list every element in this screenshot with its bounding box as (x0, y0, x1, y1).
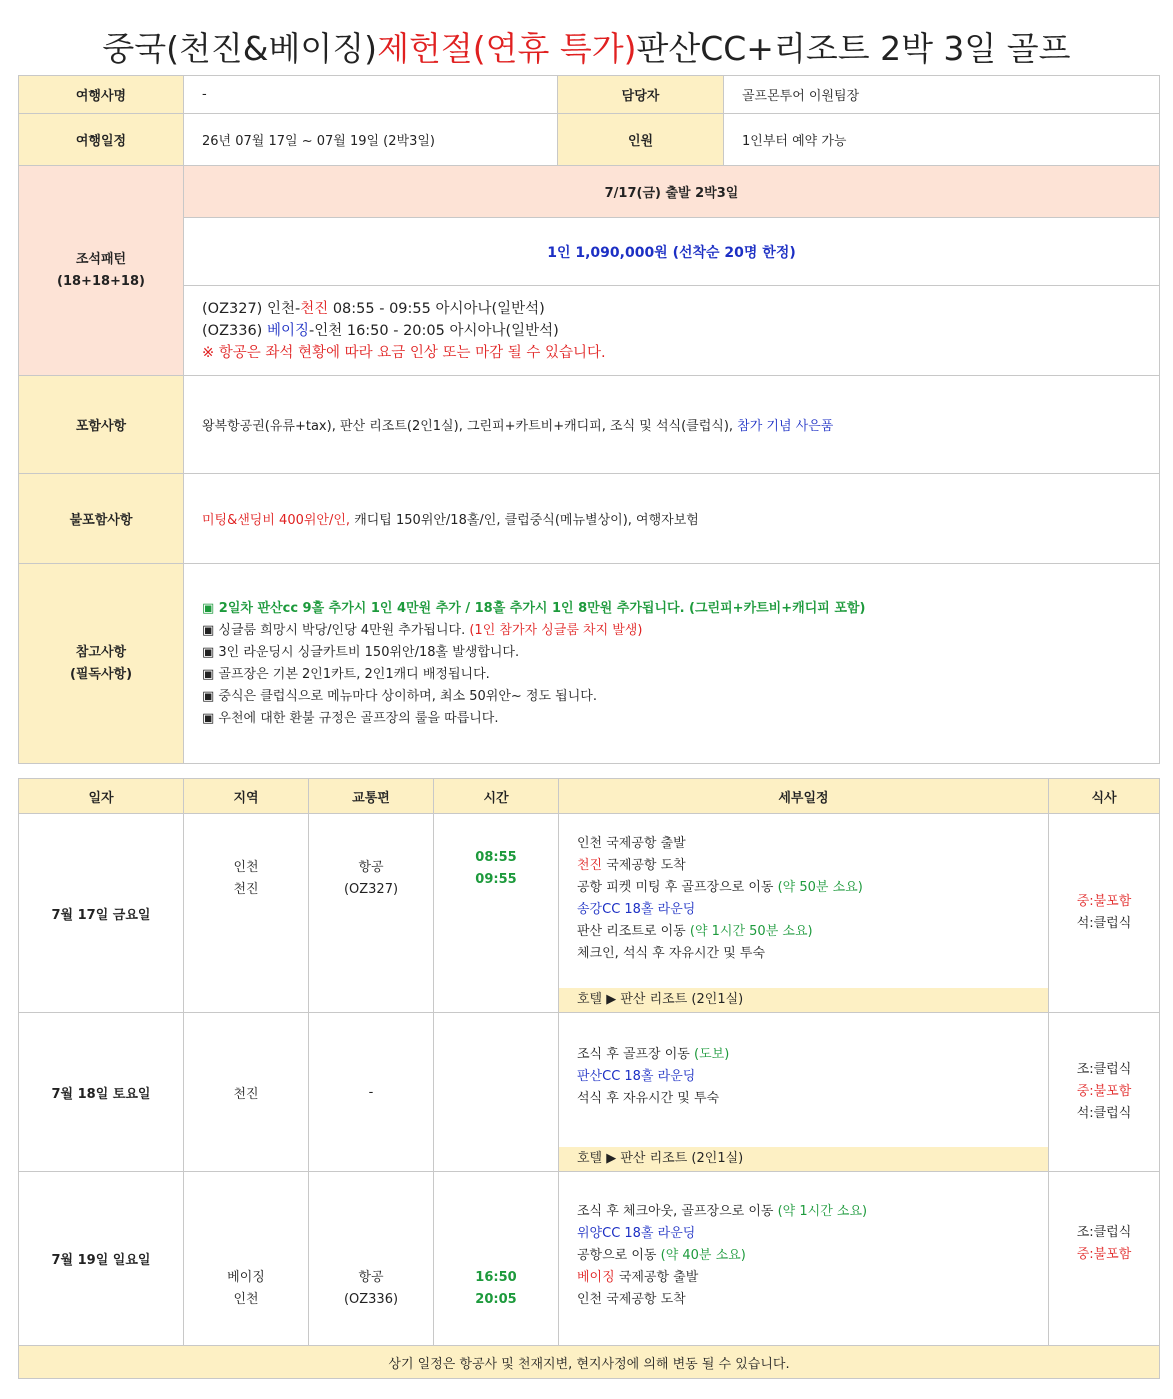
people-label: 인원 (558, 114, 724, 166)
day2-hotel: 호텔 ▶ 판산 리조트 (2인1실) (559, 1147, 1048, 1171)
flight-line-1: (OZ327) 인천-천진 08:55 - 09:55 아시아나(일반석) (202, 300, 545, 317)
day1-transport: 항공 (OZ327) (309, 814, 434, 1013)
day3-meal: 조:클럽식 중:불포함 (1049, 1172, 1160, 1346)
schedule-value: 26년 07월 17일 ~ 07월 19일 (2박3일) (184, 114, 558, 166)
day3-transport: 항공 (OZ336) (309, 1172, 434, 1346)
note-line-5: ▣ 중식은 클럽식으로 메뉴마다 상이하며, 최소 50위안~ 정도 됩니다. (202, 688, 597, 704)
day3-region: 베이징 인천 (184, 1172, 309, 1346)
header-region: 지역 (184, 779, 309, 814)
header-transport: 교통편 (309, 779, 434, 814)
included-value: 왕복항공권(유류+tax), 판산 리조트(2인1실), 그린피+카트비+캐디피, 조식 및 석식(클럽식), 참가 기념 사은품 (184, 376, 1160, 474)
manager-label: 담당자 (558, 76, 724, 114)
day2-region: 천진 (184, 1013, 309, 1172)
departure-info: 7/17(금) 출발 2박3일 (184, 166, 1160, 218)
people-value: 1인부터 예약 가능 (724, 114, 1160, 166)
note-line-3: ▣ 3인 라운딩시 싱글카트비 150위안/18홀 발생합니다. (202, 644, 520, 660)
title-part3: 판산CC+리조트 2박 3일 골프 (636, 28, 1071, 68)
excluded-value: 미팅&샌딩비 400위안/인, 캐디팁 150위안/18홀/인, 클럽중식(메뉴별상이), 여행자보험 (184, 474, 1160, 564)
day3-time: 16:50 20:05 (434, 1172, 559, 1346)
notes-label: 참고사항 (필독사항) (19, 564, 184, 764)
day3-date: 7월 19일 일요일 (19, 1172, 184, 1346)
pattern-label (19, 166, 184, 376)
note-line-4: ▣ 골프장은 기본 2인1카트, 2인1캐디 배정됩니다. (202, 666, 490, 682)
notes-value (184, 564, 1160, 764)
travel-name-label: 여행사명 (19, 76, 184, 114)
excluded-label: 불포함사항 (19, 474, 184, 564)
day2-time (434, 1013, 559, 1172)
schedule-table (18, 778, 1160, 1379)
note-line-2: ▣ 싱글룸 희망시 박당/인당 4만원 추가됩니다. (1인 참가자 싱글룸 차지 발생) (202, 622, 643, 638)
day2-transport: - (309, 1013, 434, 1172)
note-line-6: ▣ 우천에 대한 환불 규정은 골프장의 룰을 따릅니다. (202, 710, 499, 726)
day3-detail: 조식 후 체크아웃, 골프장으로 이동 (약 1시간 소요) 위양CC 18홀 라운딩 공항으로 이동 (약 40분 소요) 베이징 국제공항 출발 인천 국제공항 도착 (559, 1172, 1049, 1346)
manager-value: 골프몬투어 이원팀장 (724, 76, 1160, 114)
travel-name-value: - (184, 76, 558, 114)
day2-date: 7월 18일 토요일 (19, 1013, 184, 1172)
day1-detail: 인천 국제공항 출발 천진 국제공항 도착 공항 피켓 미팅 후 골프장으로 이동 (약 50분 소요) 송강CC 18홀 라운딩 판산 리조트로 이동 (약 1시간 50분 소요) 체크인, 석식 후 자유시간 및 투숙 호텔 ▶ 판산 리조트 (2인1실) (559, 814, 1049, 1013)
header-time: 시간 (434, 779, 559, 814)
day1-date: 7월 17일 금요일 (19, 814, 184, 1013)
day2-meal: 조:클럽식 중:불포함 석:클럽식 (1049, 1013, 1160, 1172)
header-detail: 세부일정 (559, 779, 1049, 814)
price-info: 1인 1,090,000원 (선착순 20명 한정) (184, 218, 1160, 286)
day1-meal: 중:불포함 석:클럽식 (1049, 814, 1160, 1013)
header-date: 일자 (19, 779, 184, 814)
table-row (19, 1013, 1160, 1172)
pattern-label-line1: 조석패턴 (75, 251, 127, 267)
flight-note: ※ 항공은 좌석 현황에 따라 요금 인상 또는 마감 될 수 있습니다. (202, 344, 606, 361)
flight-line-2: (OZ336) 베이징-인천 16:50 - 20:05 아시아나(일반석) (202, 322, 559, 339)
pattern-label-line2: (18+18+18) (57, 273, 145, 289)
header-meal: 식사 (1049, 779, 1160, 814)
day1-hotel: 호텔 ▶ 판산 리조트 (2인1실) (559, 988, 1048, 1012)
day2-detail: 조식 후 골프장 이동 (도보) 판산CC 18홀 라운딩 석식 후 자유시간 및 투숙 호텔 ▶ 판산 리조트 (2인1실) (559, 1013, 1049, 1172)
title-highlight: 제헌절(연휴 특가) (377, 28, 637, 68)
table-row (19, 814, 1160, 1013)
info-table (18, 75, 1160, 764)
day1-time: 08:55 09:55 (434, 814, 559, 1013)
note-line-1: ▣ 2일차 판산cc 9홀 추가시 1인 4만원 추가 / 18홀 추가시 1인 8만원 추가됩니다. (그린피+카트비+캐디피 포함) (202, 600, 866, 616)
schedule-label: 여행일정 (19, 114, 184, 166)
included-label: 포함사항 (19, 376, 184, 474)
schedule-footer-note: 상기 일정은 항공사 및 천재지변, 현지사정에 의해 변동 될 수 있습니다. (19, 1346, 1160, 1379)
table-row (19, 1172, 1160, 1346)
day1-region: 인천 천진 (184, 814, 309, 1013)
title-part1: 중국(천진&베이징) (102, 28, 378, 68)
gift-text: 참가 기념 사은품 (737, 419, 834, 434)
flight-info (184, 286, 1160, 376)
